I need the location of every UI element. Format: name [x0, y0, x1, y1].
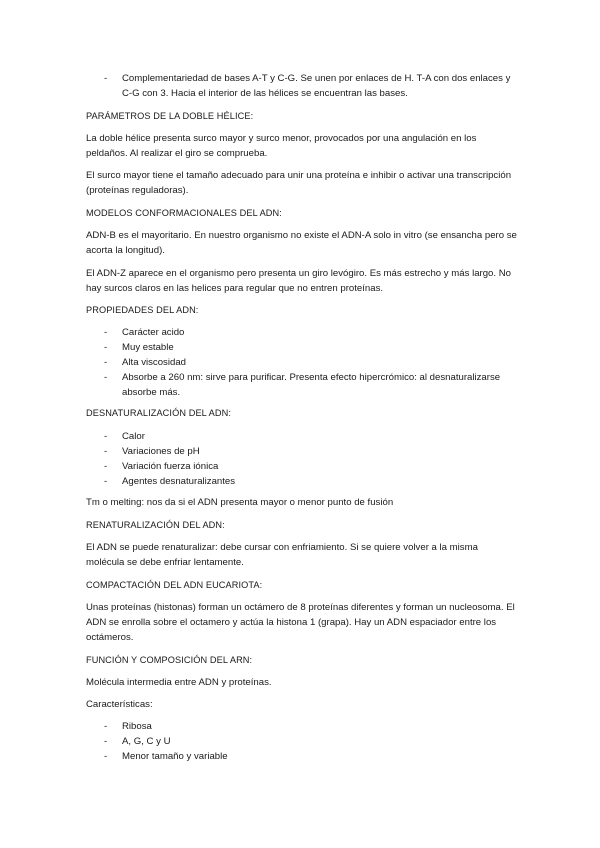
section-heading-desnaturalizacion: DESNATURALIZACIÓN DEL ADN:	[86, 408, 232, 418]
list-item: - Menor tamaño y variable	[104, 751, 228, 762]
list-item: - Complementariedad de bases A-T y C-G. Se unen por enlaces de H. T-A con dos enlaces y C-G con 3. Hacia el interior de las hélices se encuentran las bases.	[104, 73, 511, 99]
paragraph: Unas proteínas (histonas) forman un octámero de 8 proteínas diferentes y forman un nucleosoma. El ADN se enrolla sobre el octamero y actúa la histona 1 (grapa). Hay un ADN espaciador entre los octámeros.	[86, 602, 515, 643]
section-heading-compactacion: COMPACTACIÓN DEL ADN EUCARIOTA:	[86, 580, 263, 590]
bullet-dash: -	[104, 357, 108, 368]
bullet-dash: -	[104, 342, 108, 353]
list-item: - A, G, C y U	[104, 736, 171, 747]
paragraph: El ADN-Z aparece en el organismo pero presenta un giro levógiro. Es más estrecho y más largo. No hay surcos claros en las helices para regular que no entren proteínas.	[86, 268, 511, 294]
propiedades-list	[86, 325, 518, 400]
paragraph: Características:	[86, 699, 153, 710]
bullet-dash: -	[104, 73, 108, 84]
list-item: - Variaciones de pH	[104, 446, 200, 457]
section-heading-renaturalizacion: RENATURALIZACIÓN DEL ADN:	[86, 520, 225, 530]
bullet-dash: -	[104, 446, 108, 457]
paragraph: ADN-B es el mayoritario. En nuestro organismo no existe el ADN-A solo in vitro (se ensancha pero se acorta la longitud).	[86, 230, 517, 256]
paragraph: La doble hélice presenta surco mayor y surco menor, provocados por una angulación en los peldaños. Al realizar el giro se comprueba.	[86, 133, 477, 159]
bullet-dash: -	[104, 372, 108, 383]
section-heading-propiedades: PROPIEDADES DEL ADN:	[86, 305, 199, 315]
section-heading-modelos: MODELOS CONFORMACIONALES DEL ADN:	[86, 208, 282, 218]
list-item: - Muy estable	[104, 342, 174, 353]
list-item: - Variación fuerza iónica	[104, 461, 219, 472]
list-item: - Carácter acido	[104, 327, 185, 338]
paragraph-tm: Tm o melting: nos da si el ADN presenta mayor o menor punto de fusión	[86, 497, 394, 508]
list-item: - Calor	[104, 431, 145, 442]
list-item: - Absorbe a 260 nm: sirve para purificar. Presenta efecto hipercrómico: al desnaturalizarse absorbe más.	[104, 372, 501, 398]
section-heading-doble-helice: PARÁMETROS DE LA DOBLE HÉLICE:	[86, 111, 254, 121]
bullet-dash: -	[104, 721, 108, 732]
list-item: - Agentes desnaturalizantes	[104, 476, 236, 487]
bullet-dash: -	[104, 461, 108, 472]
intro-list	[86, 71, 518, 101]
desnaturalizacion-list	[86, 429, 518, 489]
bullet-dash: -	[104, 476, 108, 487]
list-item: - Ribosa	[104, 721, 152, 732]
paragraph: El surco mayor tiene el tamaño adecuado para unir una proteína e inhibir o activar una transcripción (proteínas reguladoras).	[86, 170, 512, 196]
bullet-dash: -	[104, 431, 108, 442]
bullet-dash: -	[104, 327, 108, 338]
paragraph: El ADN se puede renaturalizar: debe cursar con enfriamiento. Si se quiere volver a la misma molécula se debe enfriar lentamente.	[86, 542, 478, 568]
bullet-dash: -	[104, 736, 108, 747]
bullet-dash: -	[104, 751, 108, 762]
paragraph: Molécula intermedia entre ADN y proteínas.	[86, 677, 272, 688]
section-heading-arn: FUNCIÓN Y COMPOSICIÓN DEL ARN:	[86, 655, 253, 665]
list-item: - Alta viscosidad	[104, 357, 186, 368]
arn-list	[86, 719, 518, 764]
